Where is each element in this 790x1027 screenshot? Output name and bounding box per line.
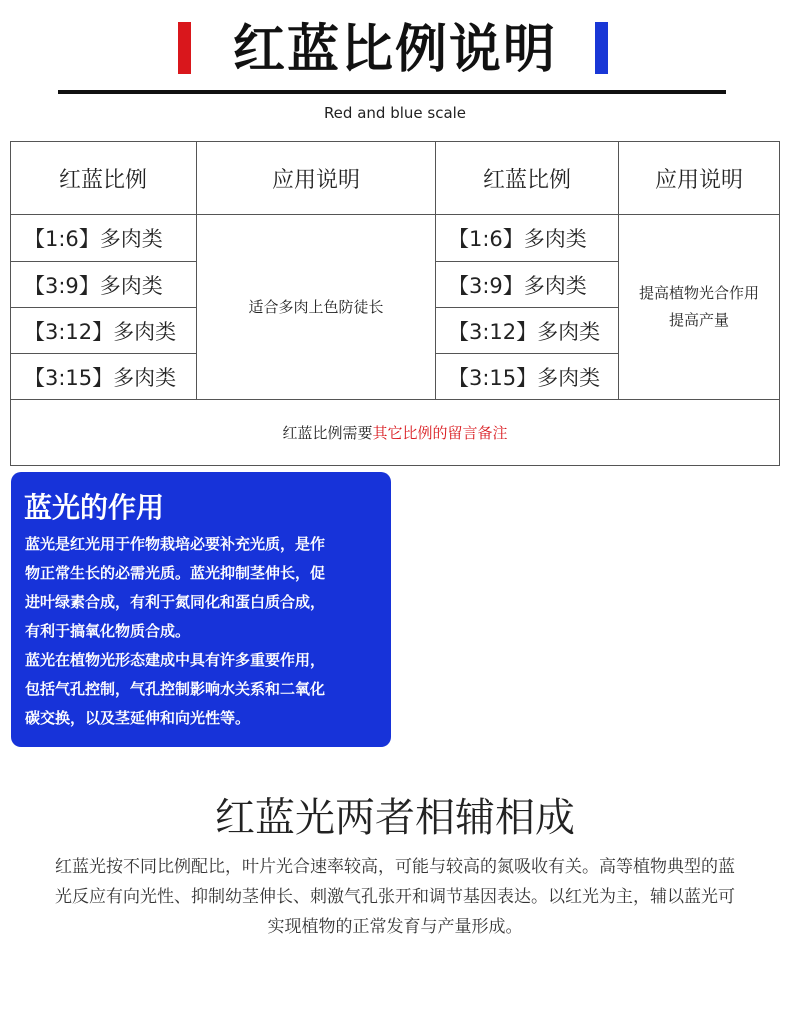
table-border-right	[779, 141, 780, 466]
blue-light-line: 有利于搞氧化物质合成。	[25, 622, 191, 640]
header-usage-right: 应用说明	[654, 167, 743, 193]
ratio-right-4: 【3:15】多肉类	[448, 365, 601, 390]
table-footnote	[11, 400, 779, 465]
header-usage-left: 应用说明	[271, 167, 360, 193]
title-red-bar	[178, 22, 191, 74]
ratio-right-2: 【3:9】多肉类	[448, 273, 587, 298]
ratio-right-1: 【1:6】多肉类	[448, 227, 587, 251]
blue-light-title: 蓝光的作用	[24, 491, 165, 524]
header-ratio-right: 红蓝比例	[482, 167, 571, 193]
usage-note-right	[619, 215, 779, 399]
usage-note-right-line-1: 提高植物光合作用	[638, 284, 759, 302]
ratio-left-4: 【3:15】多肉类	[24, 365, 177, 390]
usage-note-right-line-2: 提高产量	[668, 311, 729, 329]
usage-note-left: 适合多肉上色防徒长	[248, 297, 384, 316]
table-border-bottom	[10, 465, 780, 466]
header-ratio-left: 红蓝比例	[58, 167, 147, 193]
footnote-text: 红蓝比例需要	[282, 424, 373, 442]
blue-light-line: 进叶绿素合成，有利于氮同化和蛋白质合成，	[25, 593, 326, 611]
ratio-left-3: 【3:12】多肉类	[24, 319, 177, 344]
combined-line: 红蓝光按不同比例配比，叶片光合速率较高，可能与较高的氮吸收有关。高等植物典型的蓝	[55, 857, 735, 877]
blue-light-line: 蓝光是红光用于作物栽培必要补充光质，是作	[25, 535, 326, 553]
blue-light-line: 包括气孔控制，气孔控制影响水关系和二氧化	[25, 680, 326, 698]
combined-section-title: 红蓝光两者相辅相成	[215, 795, 575, 841]
combined-section-body	[15, 852, 775, 942]
footnote-highlight: 其它比例的留言备注	[372, 424, 508, 442]
blue-light-line: 碳交换，以及茎延伸和向光性等。	[25, 709, 251, 727]
combined-line: 实现植物的正常发育与产量形成。	[267, 917, 523, 937]
ratio-left-1: 【1:6】多肉类	[24, 227, 163, 251]
title-divider	[58, 90, 726, 94]
ratio-left-2: 【3:9】多肉类	[24, 273, 163, 298]
blue-light-line: 蓝光在植物光形态建成中具有许多重要作用，	[25, 651, 326, 669]
blue-light-body	[25, 530, 385, 733]
combined-line: 光反应有向光性、抑制幼茎伸长、刺激气孔张开和调节基因表达。以红光为主，辅以蓝光可	[55, 887, 735, 907]
title-blue-bar	[595, 22, 608, 74]
ratio-right-3: 【3:12】多肉类	[448, 319, 601, 344]
blue-light-line: 物正常生长的必需光质。蓝光抑制茎伸长，促	[25, 564, 326, 582]
page-title: 红蓝比例说明	[232, 20, 557, 80]
page-subtitle: Red and blue scale	[323, 104, 467, 122]
